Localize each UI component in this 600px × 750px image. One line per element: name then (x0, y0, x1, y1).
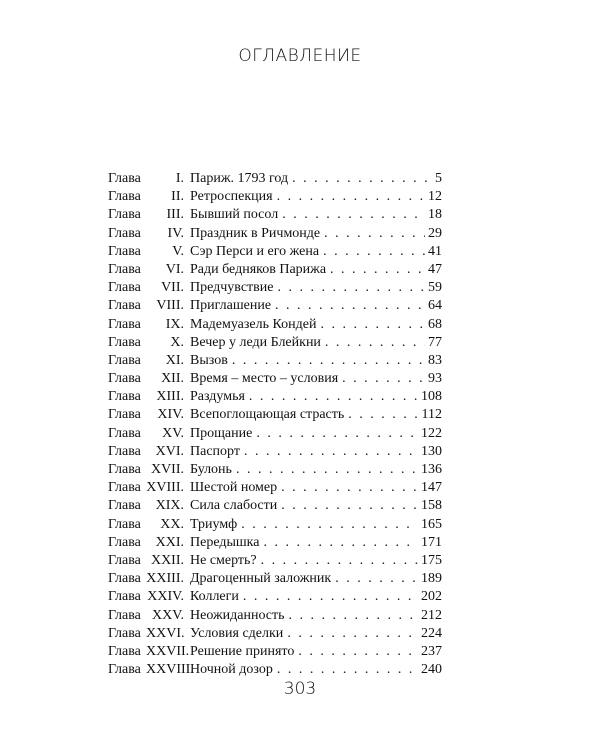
chapter-number: XIII. (156, 389, 184, 405)
toc-row (108, 625, 442, 643)
toc-row (108, 588, 442, 606)
chapter-page: 64 (428, 298, 442, 314)
toc-row (108, 479, 442, 497)
chapter-word: Глава (108, 389, 141, 405)
chapter-title: Праздник в Ричмонде (190, 225, 321, 241)
chapter-number: VI. (165, 261, 184, 277)
chapter-word: Глава (108, 334, 141, 350)
chapter-number: I. (175, 171, 184, 186)
chapter-page: 240 (421, 662, 442, 678)
chapter-page: 68 (428, 316, 442, 332)
chapter-title: Драгоценный заложник (190, 571, 332, 587)
toc-row (108, 425, 442, 443)
dot-leader (275, 297, 425, 315)
chapter-number: II. (171, 189, 184, 205)
dot-leader (281, 479, 418, 497)
chapter-title: Прощание (190, 425, 253, 441)
chapter-title: Мадемуазель Кондей (190, 316, 317, 332)
toc-row (108, 497, 442, 515)
toc-row (108, 661, 442, 679)
chapter-word: Глава (108, 425, 141, 441)
chapter-number: IV. (167, 225, 184, 241)
toc-row (108, 534, 442, 552)
chapter-number: XXIV. (147, 589, 184, 605)
dot-leader (289, 607, 418, 625)
chapter-page: 5 (435, 171, 442, 186)
chapter-word: Глава (108, 480, 141, 496)
chapter-page: 175 (421, 552, 442, 568)
chapter-number: XVII. (150, 462, 184, 477)
dot-leader (342, 370, 425, 388)
chapter-page: 147 (421, 480, 442, 496)
chapter-word: Глава (108, 225, 141, 241)
chapter-title: Булонь (190, 462, 232, 477)
chapter-page: 224 (421, 625, 442, 641)
page-number: 303 (283, 679, 317, 699)
chapter-word: Глава (108, 589, 141, 605)
chapter-number: VIII. (156, 298, 184, 314)
chapter-title: Предчувствие (190, 280, 274, 296)
dot-leader (287, 625, 418, 643)
toc-row (108, 206, 442, 224)
chapter-word: Глава (108, 171, 141, 186)
chapter-title: Неожиданность (190, 607, 285, 623)
toc-row (108, 243, 442, 261)
chapter-page: 77 (428, 334, 442, 350)
chapter-number: XI. (165, 352, 184, 368)
chapter-word: Глава (108, 534, 141, 550)
chapter-word: Глава (108, 571, 141, 587)
chapter-title: Условия сделки (190, 625, 284, 641)
chapter-page: 41 (428, 243, 442, 259)
dot-leader (325, 334, 425, 352)
dot-leader (236, 461, 418, 479)
dot-leader (263, 534, 418, 552)
chapter-number: XXII. (150, 552, 184, 568)
dot-leader (277, 188, 425, 206)
dot-leader (281, 497, 418, 515)
dot-leader (298, 643, 418, 661)
toc-row (108, 643, 442, 661)
chapter-number: XVIII. (146, 480, 184, 496)
toc-row (108, 552, 442, 570)
chapter-word: Глава (108, 552, 141, 568)
dot-leader (243, 588, 418, 606)
dot-leader (330, 261, 425, 279)
chapter-title: Ночной дозор (190, 662, 273, 678)
toc-row (108, 188, 442, 206)
toc-row (108, 461, 442, 479)
toc-row (108, 261, 442, 279)
chapter-word: Глава (108, 516, 141, 532)
chapter-page: 171 (421, 534, 442, 550)
toc-row (108, 297, 442, 315)
chapter-page: 202 (421, 589, 442, 605)
chapter-page: 47 (428, 261, 442, 277)
chapter-word: Глава (108, 443, 141, 459)
chapter-word: Глава (108, 643, 141, 659)
chapter-title: Передышка (190, 534, 260, 550)
dot-leader (241, 516, 418, 534)
dot-leader (323, 243, 425, 261)
chapter-number: V. (172, 243, 184, 259)
chapter-number: IX. (165, 316, 184, 332)
chapter-number: XXVI. (146, 625, 185, 641)
chapter-title: Вечер у леди Блейкни (190, 334, 321, 350)
chapter-title: Бывший посол (190, 207, 279, 223)
chapter-word: Глава (108, 280, 141, 296)
chapter-page: 165 (421, 516, 442, 532)
chapter-number: XXIII. (146, 571, 184, 587)
dot-leader (335, 570, 418, 588)
toc-row (108, 570, 442, 588)
chapter-number: VII. (161, 280, 184, 296)
toc-row (108, 388, 442, 406)
chapter-title: Всепоглощающая страсть (190, 407, 345, 423)
chapter-word: Глава (108, 316, 141, 332)
chapter-title: Шестой номер (190, 480, 278, 496)
chapter-title: Париж. 1793 год (190, 171, 289, 186)
chapter-page: 83 (428, 352, 442, 368)
chapter-title: Коллеги (190, 589, 239, 605)
toc-row (108, 370, 442, 388)
chapter-title: Время – место – условия (190, 371, 339, 387)
dot-leader (277, 279, 425, 297)
chapter-word: Глава (108, 498, 141, 514)
chapter-number: XXV. (151, 607, 184, 623)
toc-row (108, 406, 442, 424)
chapter-number: XXI. (155, 534, 184, 550)
toc-row (108, 170, 442, 188)
toc-row (108, 443, 442, 461)
chapter-word: Глава (108, 352, 141, 368)
chapter-title: Сила слабости (190, 498, 278, 514)
chapter-number: XXVII. (146, 643, 190, 659)
chapter-word: Глава (108, 243, 141, 259)
chapter-number: XIV. (157, 407, 184, 423)
chapter-number: XX. (160, 516, 184, 532)
toc-row (108, 316, 442, 334)
chapter-page: 122 (421, 425, 442, 441)
chapter-number: XIX. (155, 498, 184, 514)
toc-row (108, 516, 442, 534)
dot-leader (282, 206, 425, 224)
chapter-page: 136 (421, 462, 442, 477)
dot-leader (324, 225, 425, 243)
chapter-word: Глава (108, 407, 141, 423)
chapter-page: 112 (421, 407, 442, 423)
dot-leader (261, 552, 418, 570)
chapter-number: III. (166, 207, 184, 223)
chapter-page: 108 (421, 389, 442, 405)
toc-row (108, 352, 442, 370)
table-of-contents (108, 170, 442, 679)
dot-leader (232, 352, 425, 370)
chapter-word: Глава (108, 207, 141, 223)
chapter-number: XV. (162, 425, 184, 441)
dot-leader (348, 406, 418, 424)
page-heading: ОГЛАВЛЕНИЕ (238, 46, 362, 66)
chapter-page: 130 (421, 443, 442, 459)
chapter-number: XII. (161, 371, 184, 387)
chapter-title: Триумф (190, 516, 238, 532)
chapter-title: Сэр Перси и его жена (190, 243, 320, 259)
dot-leader (277, 661, 418, 679)
chapter-number: X. (170, 334, 184, 350)
dot-leader (292, 170, 432, 188)
chapter-page: 93 (428, 371, 442, 387)
chapter-title: Ради бедняков Парижа (190, 261, 327, 277)
chapter-title: Паспорт (190, 443, 240, 459)
dot-leader (256, 425, 418, 443)
chapter-number: XVI. (155, 443, 184, 459)
chapter-page: 158 (421, 498, 442, 514)
chapter-title: Решение принято (190, 643, 295, 659)
chapter-page: 18 (428, 207, 442, 223)
chapter-title: Раздумья (190, 389, 245, 405)
chapter-page: 29 (428, 225, 442, 241)
chapter-word: Глава (108, 189, 141, 205)
chapter-title: Ретроспекция (190, 189, 273, 205)
chapter-word: Глава (108, 607, 141, 623)
chapter-title: Вызов (190, 352, 228, 368)
chapter-word: Глава (108, 298, 141, 314)
dot-leader (249, 388, 418, 406)
chapter-page: 59 (428, 280, 442, 296)
chapter-number: XXVIII. (146, 662, 194, 678)
chapter-title: Не смерть? (190, 552, 257, 568)
toc-row (108, 334, 442, 352)
chapter-page: 12 (428, 189, 442, 205)
chapter-word: Глава (108, 662, 141, 678)
toc-row (108, 225, 442, 243)
dot-leader (244, 443, 418, 461)
chapter-word: Глава (108, 625, 141, 641)
chapter-title: Приглашение (190, 298, 272, 314)
chapter-word: Глава (108, 462, 141, 477)
chapter-page: 212 (421, 607, 442, 623)
dot-leader (320, 316, 425, 334)
toc-row (108, 607, 442, 625)
chapter-page: 237 (421, 643, 442, 659)
chapter-word: Глава (108, 261, 141, 277)
chapter-page: 189 (421, 571, 442, 587)
chapter-word: Глава (108, 371, 141, 387)
toc-row (108, 279, 442, 297)
